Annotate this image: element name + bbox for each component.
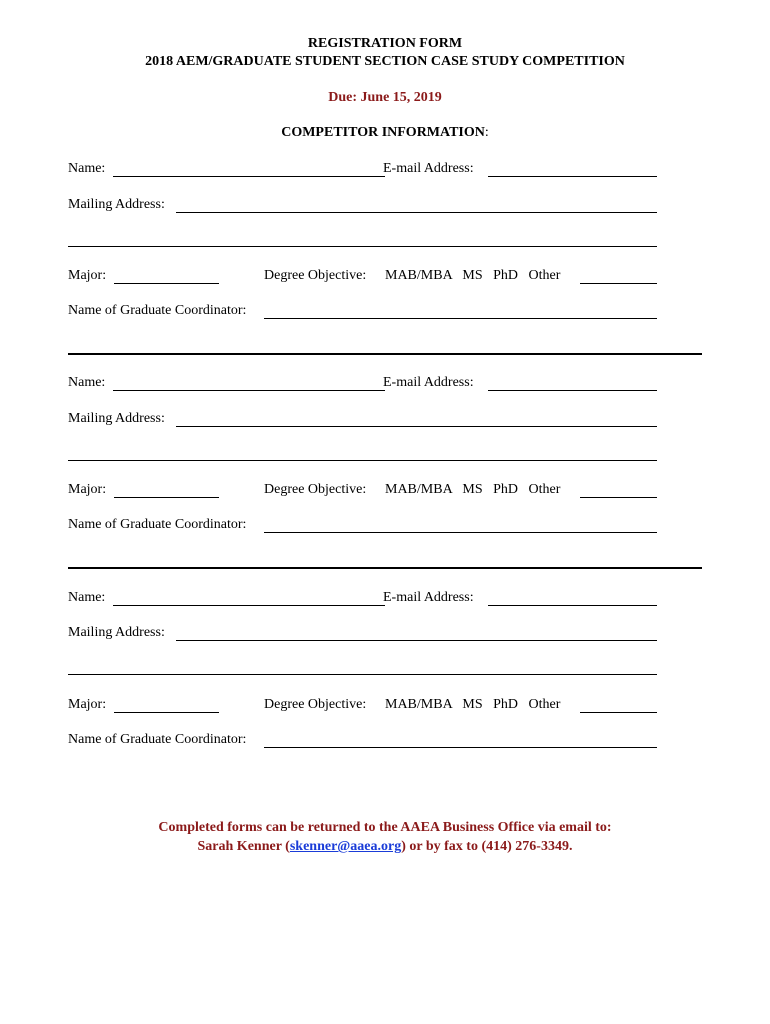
email-field[interactable] [488,605,657,606]
coordinator-label: Name of Graduate Coordinator: [68,517,247,532]
competitor-1-major-row [68,268,658,286]
mailing-address-field-2[interactable] [68,246,657,247]
section-divider [68,567,702,569]
section-heading [0,125,770,141]
mailing-address-field[interactable] [176,212,657,213]
due-date: Due: June 15, 2019 [328,90,442,105]
major-field[interactable] [114,283,219,284]
competitor-1-mailing-row-2 [68,231,658,249]
name-field[interactable] [113,176,385,177]
degree-other-field[interactable] [580,712,657,713]
coordinator-field[interactable] [264,318,657,319]
coordinator-field[interactable] [264,747,657,748]
email-field[interactable] [488,176,657,177]
form-title: REGISTRATION FORM [307,36,463,51]
major-field[interactable] [114,497,219,498]
degree-other-field[interactable] [580,283,657,284]
mailing-address-field-2[interactable] [68,674,657,675]
competitor-3-mailing-row [68,625,658,643]
footer-instructions: Completed forms can be returned to the AAEA Business Office via email to: [158,820,612,835]
degree-objective-label: Degree Objective: [264,268,367,283]
degree-options: MAB/MBA MS PhD Other [385,268,561,283]
name-field[interactable] [113,605,385,606]
email-label: E-mail Address: [383,161,474,176]
section-heading-colon: : [484,125,489,140]
name-field[interactable] [113,390,385,391]
footer-contact-suffix: ) or by fax to (414) 276-3349. [401,839,573,854]
email-label: E-mail Address: [383,590,474,605]
section-heading-text: COMPETITOR INFORMATION [281,125,485,140]
major-label: Major: [68,268,107,283]
degree-options: MAB/MBA MS PhD Other [385,697,561,712]
major-label: Major: [68,482,107,497]
mailing-address-field[interactable] [176,640,657,641]
competitor-1-mailing-row [68,197,658,215]
competitor-3-mailing-row-2 [68,659,658,677]
competitor-2-coordinator-row [68,517,658,535]
mailing-address-field[interactable] [176,426,657,427]
degree-options: MAB/MBA MS PhD Other [385,482,561,497]
competitor-1-coordinator-row [68,303,658,321]
footer-contact-prefix: Sarah Kenner ( [197,839,290,854]
email-field[interactable] [488,390,657,391]
competitor-1-name-row [68,161,658,179]
mailing-address-label: Mailing Address: [68,197,165,212]
major-field[interactable] [114,712,219,713]
coordinator-label: Name of Graduate Coordinator: [68,732,247,747]
competitor-3-major-row [68,697,658,715]
competitor-2-name-row [68,375,658,393]
name-label: Name: [68,590,106,605]
competitor-2-major-row [68,482,658,500]
degree-objective-label: Degree Objective: [264,697,367,712]
form-subtitle: 2018 AEM/GRADUATE STUDENT SECTION CASE STUDY COMPETITION [145,54,625,69]
degree-other-field[interactable] [580,497,657,498]
competitor-2-mailing-row [68,411,658,429]
major-label: Major: [68,697,107,712]
degree-objective-label: Degree Objective: [264,482,367,497]
mailing-address-field-2[interactable] [68,460,657,461]
name-label: Name: [68,161,106,176]
competitor-3-name-row [68,590,658,608]
email-label: E-mail Address: [383,375,474,390]
section-divider [68,353,702,355]
competitor-3-coordinator-row [68,732,658,750]
mailing-address-label: Mailing Address: [68,625,165,640]
coordinator-field[interactable] [264,532,657,533]
footer-contact [0,839,770,855]
mailing-address-label: Mailing Address: [68,411,165,426]
name-label: Name: [68,375,106,390]
coordinator-label: Name of Graduate Coordinator: [68,303,247,318]
competitor-2-mailing-row-2 [68,445,658,463]
contact-email-link[interactable]: skenner@aaea.org [289,839,402,854]
